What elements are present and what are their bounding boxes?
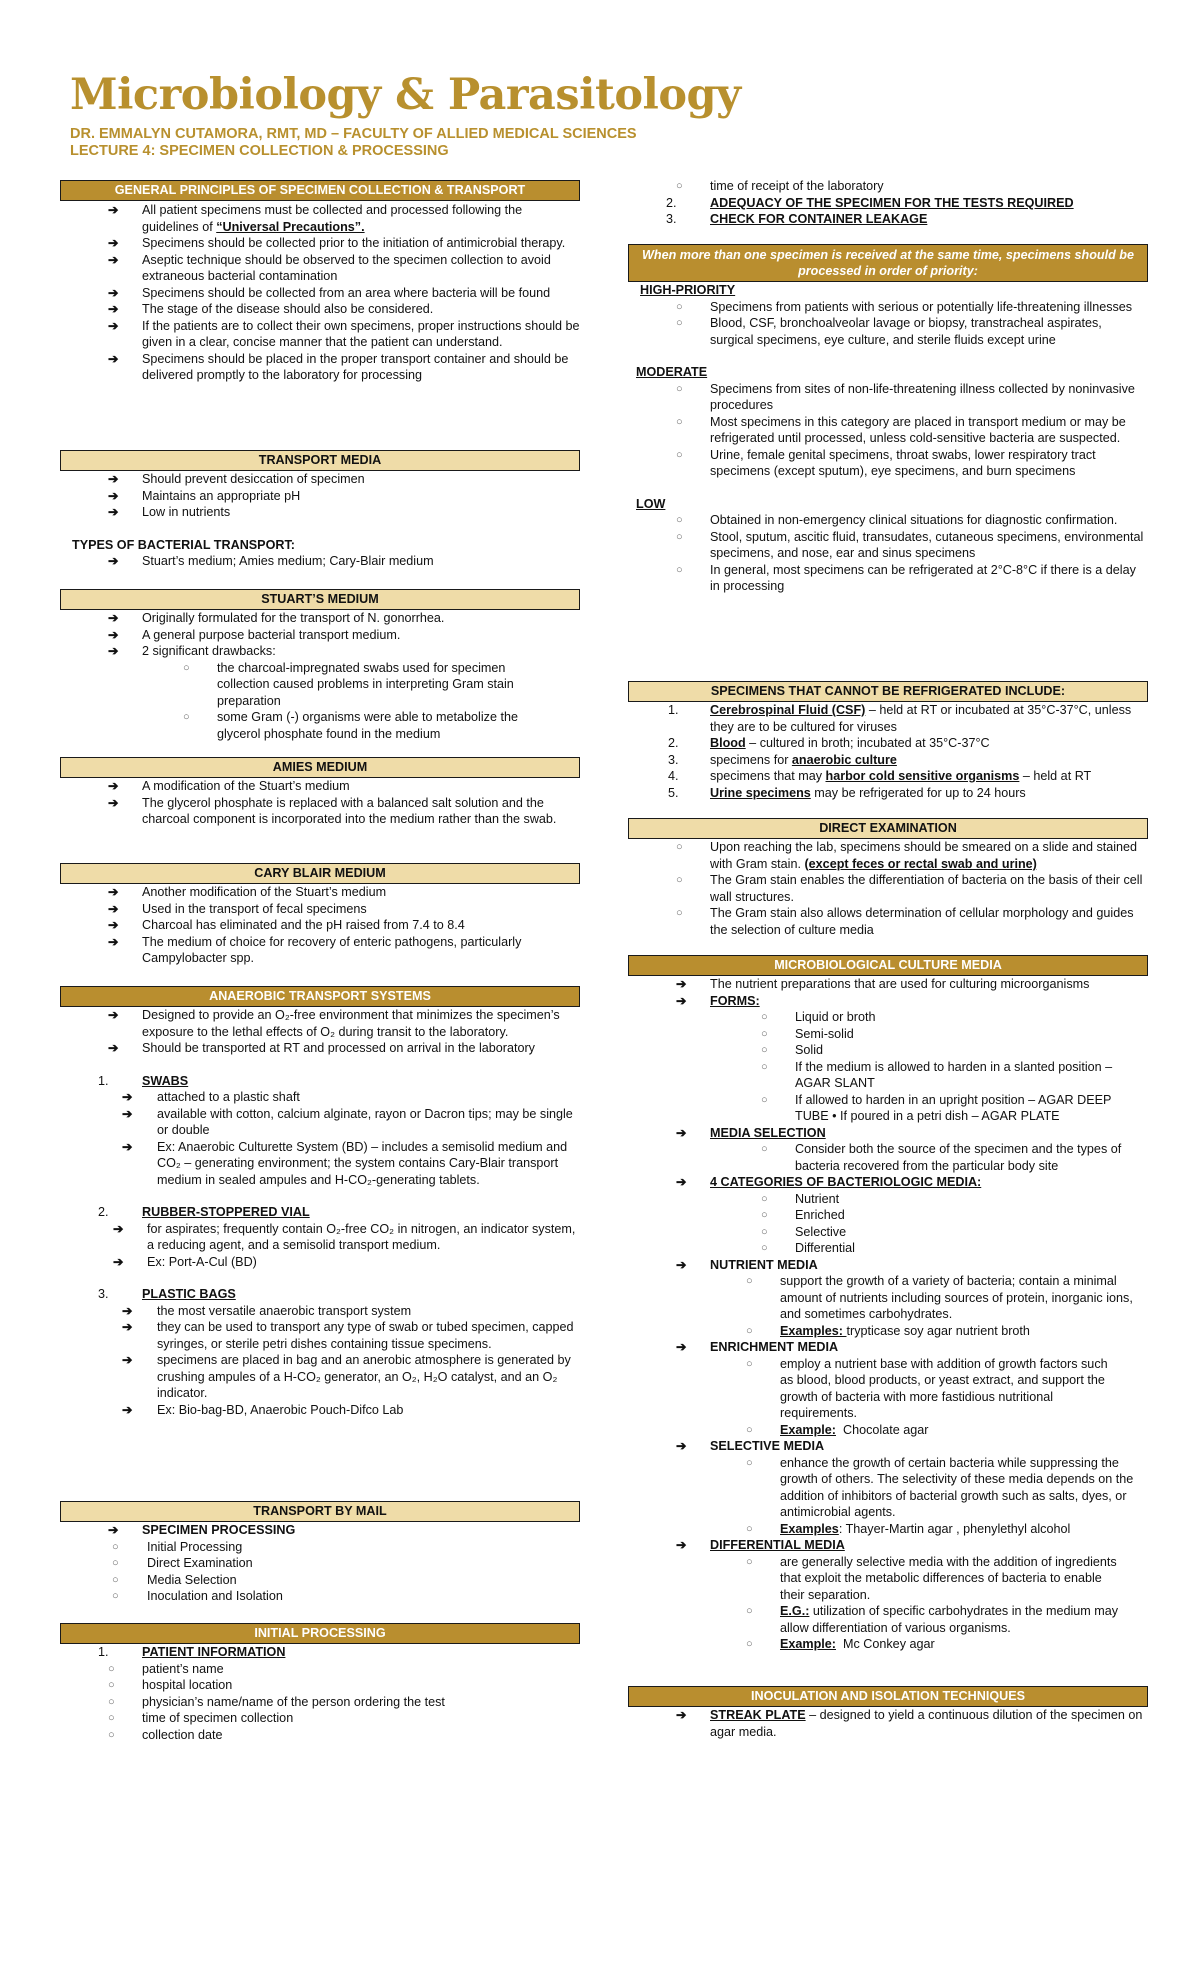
- list-item: Another modification of the Stuart’s medium: [142, 885, 387, 899]
- list-item: SPECIMEN PROCESSING: [142, 1523, 296, 1537]
- circle-bullet-icon: ○: [183, 661, 190, 674]
- list-item: The Gram stain enables the differentiation of bacteria on the basis of their cell wall structures.: [710, 873, 1143, 904]
- list-item: are generally selective media with the addition of ingredients that exploit the metabolic differences of bacteria to enable their separation.: [780, 1554, 1117, 1602]
- list-item: Originally formulated for the transport of N. gonorrhea.: [142, 611, 445, 625]
- list-item: If the medium is allowed to harden in a slanted position – AGAR SLANT: [795, 1059, 1113, 1090]
- list-number: 2.: [668, 736, 679, 750]
- list-item: Ex: Bio-bag-BD, Anaerobic Pouch-Difco Lab: [157, 1402, 404, 1417]
- list-item: available with cotton, calcium alginate, rayon or Dacron tips; may be single or double: [157, 1106, 573, 1137]
- arrow-icon: ➔: [108, 1041, 119, 1055]
- circle-bullet-icon: ○: [676, 448, 683, 461]
- subsection-label: 4 CATEGORIES OF BACTERIOLOGIC MEDIA:: [710, 1175, 982, 1189]
- arrow-icon: ➔: [108, 505, 119, 519]
- section-cary-blair-medium: [60, 863, 580, 967]
- arrow-icon: ➔: [122, 1320, 133, 1334]
- list-number: 3.: [666, 212, 677, 226]
- section-anaerobic-transport: [60, 986, 580, 1418]
- list-item: Direct Examination: [147, 1556, 253, 1570]
- arrow-icon: ➔: [676, 1175, 687, 1189]
- arrow-icon: ➔: [122, 1303, 133, 1318]
- arrow-icon: ➔: [122, 1106, 133, 1121]
- list-item: Stool, sputum, ascitic fluid, transudates, cutaneous specimens, environmental specimens, and nose, ear and sinus specimens: [710, 529, 1144, 560]
- list-item: specimens are placed in bag and an anerobic atmosphere is generated by crushing ampules of a H-CO₂ generator, an O₂, H₂O catalyst, and an O₂ indicator.: [157, 1353, 571, 1400]
- list-item: specimens that may harbor cold sensitive organisms – held at RT: [710, 769, 1092, 783]
- arrow-icon: ➔: [108, 934, 119, 949]
- list-item: Media Selection: [147, 1572, 237, 1587]
- list-item: Nutrient: [795, 1191, 840, 1206]
- list-item: All patient specimens must be collected and processed following the guidelines of “Universal Precautions”.: [142, 203, 523, 234]
- list-item: The nutrient preparations that are used for culturing microorganisms: [710, 977, 1090, 991]
- section-initial-processing: [60, 1623, 580, 1743]
- list-item: Most specimens in this category are placed in transport medium or may be refrigerated until processed, unless cold-sensitive bacteria are suspected.: [710, 414, 1126, 445]
- circle-bullet-icon: ○: [108, 1728, 115, 1741]
- list-item: 2 significant drawbacks:: [142, 644, 276, 658]
- list-item: STREAK PLATE – designed to yield a continuous dilution of the specimen on agar media.: [710, 1708, 1143, 1739]
- priority-label-low: LOW: [636, 496, 666, 511]
- subsection-label: ENRICHMENT MEDIA: [710, 1340, 839, 1354]
- subsection-label: FORMS:: [710, 993, 760, 1008]
- subsection-label: DIFFERENTIAL MEDIA: [710, 1538, 845, 1552]
- list-number: 1.: [98, 1645, 109, 1659]
- section-cannot-refrigerate: [628, 681, 1148, 801]
- list-item: Used in the transport of fecal specimens: [142, 901, 367, 916]
- circle-bullet-icon: ○: [183, 711, 190, 723]
- circle-bullet-icon: ○: [676, 841, 683, 853]
- list-item: Ex: Anaerobic Culturette System (BD) – includes a semisolid medium and CO₂ – generating environment; the system contains Cary-Blair transport medium in sealed ampules and H-CO₂-generating tablets.: [157, 1139, 568, 1187]
- arrow-icon: ➔: [108, 236, 119, 250]
- circle-bullet-icon: ○: [746, 1456, 753, 1469]
- arrow-icon: ➔: [122, 1090, 133, 1104]
- arrow-icon: ➔: [122, 1353, 133, 1367]
- arrow-icon: ➔: [108, 203, 119, 217]
- arrow-icon: ➔: [108, 611, 119, 625]
- section-transport-by-mail: [60, 1501, 580, 1605]
- arrow-icon: ➔: [122, 1139, 133, 1154]
- list-item: time of specimen collection: [142, 1711, 294, 1725]
- list-item: patient’s name: [142, 1661, 224, 1676]
- circle-bullet-icon: ○: [746, 1324, 753, 1337]
- list-item: time of receipt of the laboratory: [710, 179, 884, 193]
- circle-bullet-icon: ○: [761, 1093, 768, 1106]
- list-item: Initial Processing: [147, 1539, 243, 1554]
- section-priority: [628, 244, 1148, 595]
- list-item: Blood, CSF, bronchoalveolar lavage or biopsy, transtracheal aspirates, surgical specimens, eye culture, and sterile fluids except urine: [710, 316, 1102, 347]
- list-item: If the patients are to collect their own specimens, proper instructions should be given in a clear, concise manner that the patient can understand.: [142, 318, 580, 349]
- subsection-label: CHECK FOR CONTAINER LEAKAGE: [710, 212, 928, 226]
- arrow-icon: ➔: [108, 644, 119, 658]
- circle-bullet-icon: ○: [108, 1712, 115, 1724]
- section-heading: INITIAL PROCESSING: [60, 1623, 580, 1644]
- arrow-icon: ➔: [108, 252, 119, 267]
- list-number: 1.: [668, 703, 679, 717]
- list-item: If allowed to harden in an upright position – AGAR DEEP TUBE • If poured in a petri dish – AGAR PLATE: [795, 1092, 1112, 1123]
- list-item: Specimens from patients with serious or potentially life-threatening illnesses: [710, 299, 1133, 314]
- arrow-icon: ➔: [108, 285, 119, 300]
- list-item: The Gram stain also allows determination of cellular morphology and guides the selection of culture media: [710, 906, 1134, 937]
- circle-bullet-icon: ○: [746, 1357, 753, 1370]
- list-item: E.G.: utilization of specific carbohydrates in the medium may allow differentiation of various organisms.: [780, 1604, 1119, 1635]
- list-number: 4.: [668, 769, 679, 783]
- list-item: Should be transported at RT and processed on arrival in the laboratory: [142, 1041, 535, 1055]
- list-item: attached to a plastic shaft: [157, 1090, 300, 1104]
- arrow-icon: ➔: [122, 1402, 133, 1417]
- circle-bullet-icon: ○: [761, 1044, 768, 1056]
- list-item: Specimens should be placed in the proper transport container and should be delivered promptly to the laboratory for processing: [142, 351, 569, 382]
- section-heading: INOCULATION AND ISOLATION TECHNIQUES: [628, 1686, 1148, 1707]
- list-item: Selective: [795, 1224, 847, 1239]
- circle-bullet-icon: ○: [761, 1192, 768, 1205]
- list-item: Stuart’s medium; Amies medium; Cary-Blair medium: [142, 554, 434, 568]
- section-heading: SPECIMENS THAT CANNOT BE REFRIGERATED INCLUDE:: [628, 681, 1148, 702]
- arrow-icon: ➔: [108, 918, 119, 932]
- lecture-line: LECTURE 4: SPECIMEN COLLECTION & PROCESSING: [70, 143, 449, 159]
- list-item: Liquid or broth: [795, 1010, 876, 1024]
- list-item: the charcoal-impregnated swabs used for specimen collection caused problems in interpreting Gram stain preparation: [217, 660, 514, 708]
- arrow-icon: ➔: [113, 1221, 124, 1236]
- list-item: Example: Mc Conkey agar: [780, 1637, 935, 1651]
- list-item: Low in nutrients: [142, 505, 231, 519]
- list-item: Enriched: [795, 1208, 845, 1222]
- arrow-icon: ➔: [676, 1538, 687, 1552]
- list-item: Upon reaching the lab, specimens should be smeared on a slide and stained with Gram stain. (except feces or rectal swab and urine): [710, 840, 1138, 871]
- subsection-label: RUBBER-STOPPERED VIAL: [142, 1205, 310, 1219]
- section-heading: AMIES MEDIUM: [60, 757, 580, 778]
- arrow-icon: ➔: [676, 1340, 687, 1354]
- list-item: Specimens should be collected prior to the initiation of antimicrobial therapy.: [142, 236, 566, 250]
- list-item: Designed to provide an O₂-free environment that minimizes the specimen’s exposure to the lethal effects of O₂ during transit to the laboratory.: [142, 1008, 560, 1039]
- list-item: Urine, female genital specimens, throat swabs, lower respiratory tract specimens (except sputum), eye specimens, and burn specimens: [710, 447, 1096, 478]
- circle-bullet-icon: ○: [746, 1555, 753, 1568]
- list-item: Obtained in non-emergency clinical situations for diagnostic confirmation.: [710, 513, 1118, 527]
- section-culture-media: [628, 955, 1148, 1653]
- list-item: physician’s name/name of the person ordering the test: [142, 1694, 445, 1709]
- document-title: Microbiology & Parasitology: [70, 70, 741, 120]
- circle-bullet-icon: ○: [746, 1638, 753, 1650]
- circle-bullet-icon: ○: [676, 300, 683, 313]
- section-stuarts-medium: [60, 589, 580, 742]
- circle-bullet-icon: ○: [676, 317, 683, 329]
- list-item: support the growth of a variety of bacteria; contain a minimal amount of nutrients including sources of protein, inorganic ions, and sometimes carbohydrates.: [780, 1274, 1133, 1321]
- circle-bullet-icon: ○: [676, 563, 683, 576]
- list-item: Blood – cultured in broth; incubated at 35°C-37°C: [710, 736, 990, 750]
- circle-bullet-icon: ○: [112, 1557, 119, 1569]
- list-item: A general purpose bacterial transport medium.: [142, 627, 401, 642]
- list-item: Maintains an appropriate pH: [142, 488, 301, 503]
- list-item: Examples: Thayer-Martin agar , phenylethyl alcohol: [780, 1521, 1071, 1536]
- list-item: Urine specimens may be refrigerated for up to 24 hours: [710, 785, 1026, 800]
- subsection-label: PATIENT INFORMATION: [142, 1645, 286, 1659]
- circle-bullet-icon: ○: [746, 1423, 753, 1436]
- circle-bullet-icon: ○: [676, 514, 683, 526]
- circle-bullet-icon: ○: [676, 382, 683, 395]
- priority-label-high: HIGH-PRIORITY: [640, 283, 736, 297]
- section-heading: When more than one specimen is received at the same time, specimens should be processed in order of priority:: [628, 244, 1148, 282]
- arrow-icon: ➔: [108, 488, 119, 503]
- section-heading: ANAEROBIC TRANSPORT SYSTEMS: [60, 986, 580, 1007]
- circle-bullet-icon: ○: [761, 1060, 768, 1073]
- section-inoculation: [628, 1686, 1148, 1740]
- list-item: The stage of the disease should also be considered.: [142, 302, 434, 316]
- arrow-icon: ➔: [676, 1439, 687, 1453]
- section-heading: CARY BLAIR MEDIUM: [60, 863, 580, 884]
- arrow-icon: ➔: [108, 1523, 119, 1537]
- arrow-icon: ➔: [108, 795, 119, 810]
- initial-processing-continued: [628, 178, 1148, 228]
- arrow-icon: ➔: [108, 1008, 119, 1022]
- priority-label-moderate: MODERATE: [636, 365, 708, 379]
- arrow-icon: ➔: [113, 1254, 124, 1269]
- circle-bullet-icon: ○: [112, 1540, 119, 1553]
- subsection-label: SELECTIVE MEDIA: [710, 1439, 825, 1453]
- circle-bullet-icon: ○: [761, 1209, 768, 1221]
- section-heading: STUART’S MEDIUM: [60, 589, 580, 610]
- arrow-icon: ➔: [108, 318, 119, 333]
- list-item: Ex: Port-A-Cul (BD): [147, 1254, 257, 1269]
- list-item: enhance the growth of certain bacteria while suppressing the growth of others. The selectivity of these media depends on the addition of inhibitors of bacterial growth such as salts, dyes, or antimicrobial agents.: [780, 1455, 1134, 1519]
- circle-bullet-icon: ○: [108, 1695, 115, 1708]
- circle-bullet-icon: ○: [761, 1143, 768, 1155]
- list-item: some Gram (-) organisms were able to metabolize the glycerol phosphate found in the medium: [217, 710, 518, 741]
- circle-bullet-icon: ○: [761, 1225, 768, 1238]
- arrow-icon: ➔: [676, 977, 687, 991]
- list-item: Should prevent desiccation of specimen: [142, 472, 365, 486]
- circle-bullet-icon: ○: [676, 907, 683, 919]
- list-number: 5.: [668, 785, 679, 800]
- list-item: Examples: trypticase soy agar nutrient broth: [780, 1323, 1030, 1338]
- list-number: 2.: [666, 195, 677, 210]
- subsection-label: MEDIA SELECTION: [710, 1125, 826, 1140]
- list-item: specimens for anaerobic culture: [710, 752, 897, 767]
- list-item: The medium of choice for recovery of enteric pathogens, particularly Campylobacter spp.: [142, 934, 522, 965]
- arrow-icon: ➔: [108, 779, 119, 793]
- list-item: hospital location: [142, 1678, 233, 1692]
- arrow-icon: ➔: [676, 1708, 687, 1722]
- arrow-icon: ➔: [108, 351, 119, 366]
- arrow-icon: ➔: [108, 472, 119, 486]
- list-item: Aseptic technique should be observed to the specimen collection to avoid extraneous bacterial contamination: [142, 252, 551, 283]
- list-item: Consider both the source of the specimen and the types of bacteria recovered from the particular body site: [795, 1142, 1122, 1173]
- circle-bullet-icon: ○: [761, 1027, 768, 1040]
- list-item: Differential: [795, 1241, 855, 1255]
- list-item: Solid: [795, 1043, 824, 1057]
- subsection-label: ADEQUACY OF THE SPECIMEN FOR THE TESTS REQUIRED: [710, 195, 1074, 210]
- section-general-principles: [60, 180, 580, 384]
- author-line: DR. EMMALYN CUTAMORA, RMT, MD – FACULTY OF ALLIED MEDICAL SCIENCES: [70, 126, 637, 142]
- list-item: for aspirates; frequently contain O₂-free CO₂ in nitrogen, an indicator system, a reducing agent, and a semisolid transport medium.: [147, 1221, 576, 1252]
- section-heading: DIRECT EXAMINATION: [628, 818, 1148, 839]
- list-item: the most versatile anaerobic transport system: [157, 1303, 412, 1318]
- circle-bullet-icon: ○: [746, 1605, 753, 1617]
- list-number: 2.: [98, 1205, 109, 1219]
- list-item: employ a nutrient base with addition of growth factors such as blood, blood products, or yeast extract, and support the growth of bacteria with more fastidious nutritional requirements.: [780, 1356, 1108, 1420]
- circle-bullet-icon: ○: [112, 1590, 119, 1602]
- list-item: Charcoal has eliminated and the pH raised from 7.4 to 8.4: [142, 918, 465, 932]
- types-label: TYPES OF BACTERIAL TRANSPORT:: [72, 537, 295, 552]
- list-number: 3.: [668, 752, 679, 767]
- section-transport-media: [60, 450, 580, 570]
- list-item: A modification of the Stuart’s medium: [142, 779, 350, 793]
- arrow-icon: ➔: [108, 901, 119, 916]
- arrow-icon: ➔: [108, 627, 119, 642]
- list-item: Example: Chocolate agar: [780, 1422, 929, 1437]
- circle-bullet-icon: ○: [108, 1662, 115, 1675]
- circle-bullet-icon: ○: [746, 1522, 753, 1535]
- list-number: 1.: [98, 1073, 109, 1088]
- arrow-icon: ➔: [676, 993, 687, 1008]
- arrow-icon: ➔: [108, 302, 119, 316]
- section-heading: TRANSPORT MEDIA: [60, 450, 580, 471]
- arrow-icon: ➔: [676, 1257, 687, 1272]
- list-item: Inoculation and Isolation: [147, 1589, 283, 1603]
- section-direct-examination: [628, 818, 1148, 938]
- list-item: collection date: [142, 1727, 223, 1742]
- circle-bullet-icon: ○: [746, 1275, 753, 1287]
- list-item: Specimens should be collected from an area where bacteria will be found: [142, 285, 551, 300]
- arrow-icon: ➔: [108, 885, 119, 899]
- list-item: they can be used to transport any type of swab or tubed specimen, capped syringes, or sterile petri dishes containing tissue specimens.: [157, 1320, 574, 1351]
- list-item: Semi-solid: [795, 1026, 854, 1041]
- list-item: Specimens from sites of non-life-threatening illness collected by noninvasive procedures: [710, 381, 1135, 412]
- section-heading: GENERAL PRINCIPLES OF SPECIMEN COLLECTION & TRANSPORT: [60, 180, 580, 201]
- circle-bullet-icon: ○: [676, 180, 683, 192]
- circle-bullet-icon: ○: [676, 874, 683, 886]
- section-heading: TRANSPORT BY MAIL: [60, 1501, 580, 1522]
- list-item: Cerebrospinal Fluid (CSF) – held at RT or incubated at 35°C-37°C, unless they are to be cultured for viruses: [710, 703, 1132, 734]
- list-number: 3.: [98, 1287, 109, 1301]
- subsection-label: SWABS: [142, 1073, 189, 1088]
- section-amies-medium: [60, 757, 580, 828]
- circle-bullet-icon: ○: [676, 415, 683, 428]
- circle-bullet-icon: ○: [761, 1011, 768, 1023]
- subsection-label: NUTRIENT MEDIA: [710, 1257, 818, 1272]
- list-item: The glycerol phosphate is replaced with a balanced salt solution and the charcoal component is incorporated into the medium rather than the swab.: [142, 795, 557, 826]
- circle-bullet-icon: ○: [676, 530, 683, 543]
- circle-bullet-icon: ○: [108, 1679, 115, 1691]
- subsection-label: PLASTIC BAGS: [142, 1287, 236, 1301]
- circle-bullet-icon: ○: [112, 1573, 119, 1586]
- arrow-icon: ➔: [676, 1125, 687, 1140]
- list-item: In general, most specimens can be refrigerated at 2°C-8°C if there is a delay in processing: [710, 562, 1136, 593]
- circle-bullet-icon: ○: [761, 1242, 768, 1254]
- section-heading: MICROBIOLOGICAL CULTURE MEDIA: [628, 955, 1148, 976]
- arrow-icon: ➔: [108, 554, 119, 568]
